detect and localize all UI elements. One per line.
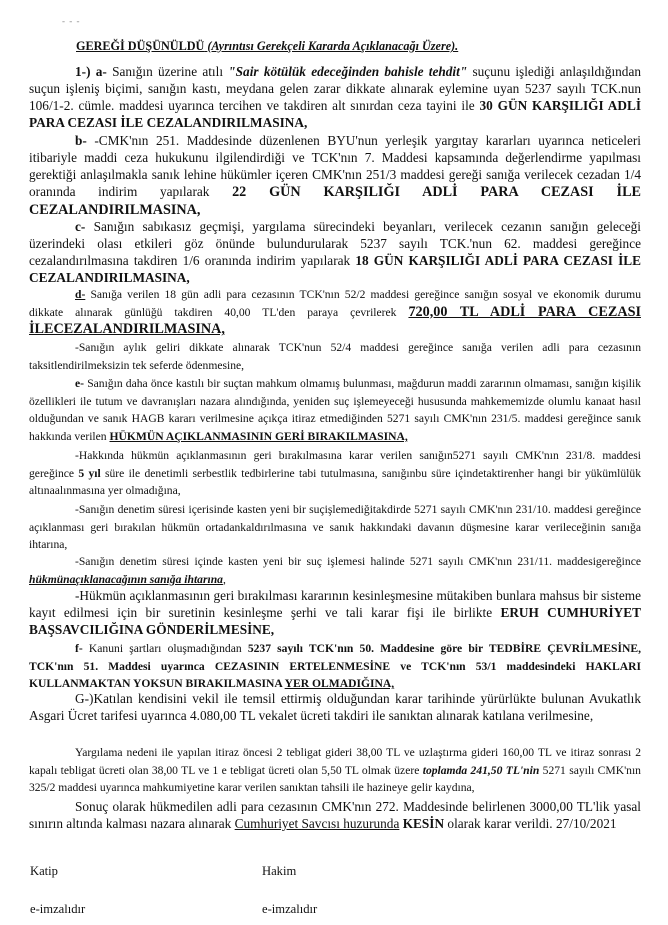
paragraph-probation: -Hakkında hükmün açıklanmasının geri bırakılmasına karar verilen sanığın5271 sayılı CMK'nın 231/8. maddesi gereğince 5 yıl süre ile denetimli serbestlik tedbirlerine tabi tutulmasına, sanığınbu süre içindetaktirenher hangi bir yükümlülük altınaalınmasına yer olmadığına, (29, 449, 641, 497)
paragraph-costs: Yargılama nedeni ile yapılan itiraz öncesi 2 tebligat gideri 38,00 TL ve uzlaştırma gideri 160,00 TL ve itiraz sonrası 2 kapalı tebligat ücreti olan 38,00 TL ve 1 e tebligat ücreti olan 5,50 TL olmak üzere toplamda 241,50 TL'nin 5271 sayılı CMK'nın 325/2 maddesi uyarınca mahkumiyetine karar verilen sanıktan tahsili ile hazineye gelir kaydına, (29, 746, 641, 794)
item-number: e- (75, 377, 85, 390)
item-number: c- (75, 219, 86, 234)
sentence-text: 22 GÜN KARŞILIĞI ADLİ PARA CEZASI İLE CEZALANDIRILMASINA, (29, 184, 641, 218)
prosecutor-office: ERUH CUMHURİYET BAŞSAVCILIĞINA GÖNDERİLMESİNE, (29, 605, 642, 637)
judge-e-signature: e-imzalıdır (262, 902, 318, 916)
paragraph-d: d- Sanığa verilen 18 gün adli para cezasının TCK'nın 52/2 maddesi gereğince sanığın sosyal ve ekonomik durumu dikkate alınarak günlüğü takdiren 40,00 TL'den paraya çevrilerek 720,00 TL ADLİ PARA CEZASI İLECEZALANDIRILMASINA, (29, 288, 641, 337)
paragraph-e: e- Sanığın daha önce kastılı bir suçtan mahkum olmamış bulunması, mağdurun maddi zararının olmaması, sanığın kişilik özellikleri ile tutum ve davranışları nazara alındığında, yeniden suç işlemeyeceği hususunda mahkememizde olumlu kanaat hasıl olduğundan ve sanık HAGB kararı verilmesine açıkça itiraz etmediğinden 5271 sayılı CMK'nın 231/5. maddesi gereğince sanık hakkında verilen HÜKMÜN AÇIKLANMASININ GERİ BIRAKILMASINA, (29, 377, 641, 443)
deferral-decision: HÜKMÜN AÇIKLANMASININ GERİ BIRAKILMASINA, (109, 429, 408, 443)
sentence-text: 30 GÜN KARŞILIĞI ADLİ PARA CEZASI İLE CEZALANDIRILMASINA, (29, 98, 641, 130)
item-number: b- (75, 133, 87, 148)
paragraph-warning-1: -Sanığın denetim süresi içerisinde kasten yeni bir suçişlemediğitakdirde 5271 sayılı CMK'nın 231/10. maddesi gereğince açıklanması geri bırakılan hükmün ortadankaldırılmasına ve sanık hakkındaki davanın düşmesine karar verileceğinin sanığa ihtarına, (29, 503, 641, 551)
paragraph-b: b- -CMK'nın 251. Maddesinde düzenlenen BYU'nun yerleşik yargıtay kararları uyarınca neticeleri itibariyle maddi ceza hukukunu ilgilendirdiği ve TCK'nın 7. Maddesi kapsamında değerlendirme yapılması gerektiği anlaşılmakla sanık lehine hükümler içeren CMK'nın 251/3 maddesi gereği sanığa verilecek cezadan 1/4 oranında indirim yapılarak 22 GÜN KARŞILIĞI ADLİ PARA CEZASI İLE CEZALANDIRILMASINA, (29, 133, 641, 218)
decision-heading (76, 39, 458, 54)
paragraph-c: c- Sanığın sabıkasız geçmişi, yargılama sürecindeki beyanları, verilecek cezanın sanığın geleceği üzerindeki olası etkileri göz önünde bulundurularak 5237 sayılı TCK.'nun 62. maddesi gereğince cezalandırılmasına takdiren 1/6 oranında indirim yapılarak 18 GÜN KARŞILIĞI ADLİ PARA CEZASI İLE CEZALANDIRILMASINA, (29, 219, 641, 285)
warning-text: hükmünaçıklanacağının sanığa ihtarına (29, 572, 223, 586)
paragraph-warning-2: -Sanığın denetim süresi içinde kasten yeni bir suç işlemesi halinde 5271 sayılı CMK'nın 231/11. maddesigereğince hükmünaçıklanacağının sanığa ihtarına, (29, 555, 641, 586)
clerk-e-signature: e-imzalıdır (30, 902, 86, 916)
legal-measures: 5237 sayılı TCK'nın 50. Maddesine göre bir TEDBİRE ÇEVRİLMESİNE, TCK'nın 51. Maddesi uyarınca CEZASININ ERTELENMESİNE ve TCK'nın 53/1 maddesindeki HAKLARI KULLANMAKTAN YOKSUN BIRAKILMASINA (29, 642, 641, 690)
item-number: d- (75, 288, 86, 301)
sentence-text: 720,00 TL ADLİ PARA CEZASI İLECEZALANDIRILMASINA, (29, 303, 641, 337)
paragraph-final: Sonuç olarak hükmedilen adli para cezasının CMK'nın 272. Maddesinde belirlenen 3000,00 TL'lik yasal sınırın altında kalması nazara alınarak Cumhuriyet Savcısı huzurunda KESİN olarak karar verildi. 27/10/2021 (29, 799, 641, 831)
paragraph-installments: -Sanığın aylık geliri dikkate alınarak TCK'nun 52/4 maddesi gereğince sanığa verilen adli para cezasının taksitlendirilmeksizin tek seferde ödenmesine, (29, 341, 641, 372)
decision-date: olarak karar verildi. 27/10/2021 (444, 816, 617, 831)
item-number: 1-) a- (75, 64, 107, 79)
crime-name: "Sair kötülük edeceğinden bahisle tehdit" (228, 64, 468, 79)
paragraph-g: G-)Katılan kendisini vekil ile temsil ettirmiş olduğundan karar tarihinde yürürlükte bulunan Avukatlık Asgari Ücret tarifesi uyarınca 4.080,00 TL vekalet ücreti takdiri ile sanıktan alınarak katılana verilmesine, (29, 691, 641, 723)
sentence-text: 18 GÜN KARŞILIĞI ADLİ PARA CEZASI İLE CEZALANDIRILMASINA, (29, 253, 641, 285)
paragraph-f: f- Kanuni şartları oluşmadığından 5237 sayılı TCK'nın 50. Maddesine göre bir TEDBİRE ÇEVRİLMESİNE, TCK'nın 51. Maddesi uyarınca CEZASININ ERTELENMESİNE ve TCK'nın 53/1 maddesindeki HAKLARI KULLANMAKTAN YOKSUN BIRAKILMASINA YER OLMADIĞINA, (29, 642, 641, 690)
clerk-label: Katip (30, 864, 58, 878)
prosecutor-presence: Cumhuriyet Savcısı huzurunda (234, 816, 400, 831)
item-number: f- (75, 642, 83, 655)
heading-parenthetical: (Ayrıntısı Gerekçeli Kararda Açıklanacağı Üzere). (207, 39, 459, 53)
total-costs: toplamda 241,50 TL'nin (422, 763, 540, 777)
heading-main: GEREĞİ DÜŞÜNÜLDÜ (76, 39, 205, 53)
item-number: G-) (75, 691, 94, 706)
judge-label: Hakim (262, 864, 297, 878)
final-decision: KESİN (402, 816, 445, 831)
paragraph-registry: -Hükmün açıklanmasının geri bırakılması kararının kesinleşmesine mütakiben bunlara mahsus bir sisteme kayıt edilmesi için bir suretinin kesinleşme şerhi ve tali karar fişi ile birlikte ERUH CUMHURİYET BAŞSAVCILIĞINA GÖNDERİLMESİNE, (29, 588, 642, 637)
paragraph-1a: 1-) a- Sanığın üzerine atılı "Sair kötülük edeceğinden bahisle tehdit" suçunu işlediği anlaşıldığından suçun işleniş biçimi, sanığın kastı, meydana gelen zarar dikkate alınarak eylemine uyan 5237 sayılı TCK.nun 106/1-2. cümle. maddesi uyarınca tercihen ve takdiren alt sınırdan ceza tayini ile 30 GÜN KARŞILIĞI ADLİ PARA CEZASI İLE CEZALANDIRILMASINA, (29, 64, 642, 130)
probation-duration: 5 yıl (78, 466, 101, 480)
top-cropped-text: - - - (62, 16, 81, 26)
no-grounds-text: YER OLMADIĞINA, (284, 677, 395, 690)
